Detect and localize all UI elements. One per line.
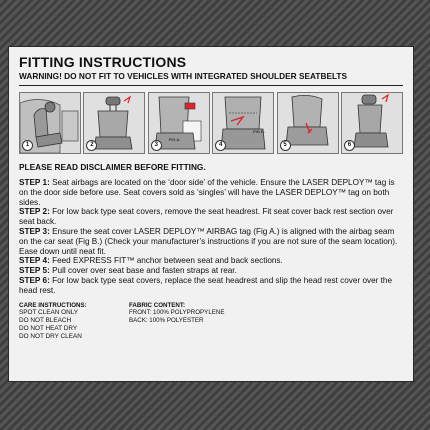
care-line: SPOT CLEAN ONLY	[19, 309, 79, 317]
step-2	[19, 207, 403, 227]
care-lines	[19, 309, 129, 341]
step-4	[19, 256, 403, 266]
step-illustration-4	[212, 92, 274, 154]
step-illustration-6	[341, 92, 403, 154]
disclaimer-text: PLEASE READ DISCLAIMER BEFORE FITTING.	[19, 162, 206, 172]
instruction-card	[8, 46, 414, 382]
step-number: 6	[344, 140, 355, 151]
page-title: FITTING INSTRUCTIONS	[19, 54, 187, 70]
care-heading: CARE INSTRUCTIONS:	[19, 301, 87, 309]
step-text: Seat airbags are located on the ‘door side’ of the vehicle. Ensure the LASER DEPLOY™ tag is on the door side before use. Seat covers sold as ‘singles’ will have the LASER DEPLOY™ tag on both sides.	[19, 178, 395, 207]
fabric-lines	[129, 309, 224, 324]
step-text: Pull cover over seat base and fasten straps at rear.	[49, 266, 237, 276]
step-illustration-2	[83, 92, 145, 154]
step-illustration-1	[19, 92, 81, 154]
figure-label: FIG A.	[168, 137, 181, 142]
care-and-fabric	[19, 302, 403, 342]
fabric-line: BACK: 100% POLYESTER	[129, 316, 204, 324]
step-number: 3	[151, 140, 162, 151]
step-label: STEP 1:	[19, 178, 50, 187]
step-number: 2	[86, 140, 97, 151]
step-1	[19, 178, 403, 207]
divider	[19, 85, 403, 86]
step-list	[19, 178, 403, 296]
step-number: 1	[22, 140, 33, 151]
step-number: 5	[280, 140, 291, 151]
step-text: Ensure the seat cover LASER DEPLOY™ AIRBAG tag (Fig A.) is aligned with the airbag seam on the car seat (Fig B.) (Check your manufacturer’s instructions if you are not sure of the seam location). Ease down until neat fit.	[19, 226, 398, 256]
step-label: STEP 2:	[19, 207, 50, 217]
step-label: STEP 3:	[19, 226, 50, 236]
care-line: DO NOT DRY CLEAN	[19, 333, 82, 341]
step-label: STEP 4:	[19, 256, 50, 266]
step-6	[19, 276, 403, 296]
step-label: STEP 5:	[19, 266, 50, 276]
step-label: STEP 6:	[19, 275, 50, 285]
care-instructions	[19, 302, 129, 342]
figure-label: FIG B.	[253, 129, 265, 134]
step-illustration-5	[277, 92, 339, 154]
step-3	[19, 227, 403, 256]
step-illustration-3	[148, 92, 210, 154]
fabric-line: FRONT: 100% POLYPROPYLENE	[129, 309, 225, 317]
step-5	[19, 266, 403, 276]
warning-text: WARNING! DO NOT FIT TO VEHICLES WITH INTEGRATED SHOULDER SEATBELTS	[19, 71, 348, 81]
fabric-content	[129, 302, 224, 342]
care-line: DO NOT BLEACH	[19, 317, 72, 325]
fabric-heading: FABRIC CONTENT:	[129, 301, 186, 309]
step-text: For low back type seat covers, replace the seat headrest and slip the head rest cover over the head rest.	[19, 275, 393, 295]
illustration-strip	[19, 92, 403, 154]
step-text: Feed EXPRESS FIT™ anchor between seat and back sections.	[49, 256, 283, 266]
step-number: 4	[215, 140, 226, 151]
step-text: For low back type seat covers, remove the seat headrest. Fit seat cover back rest section over seat back.	[19, 207, 394, 227]
care-line: DO NOT HEAT DRY	[19, 325, 78, 333]
